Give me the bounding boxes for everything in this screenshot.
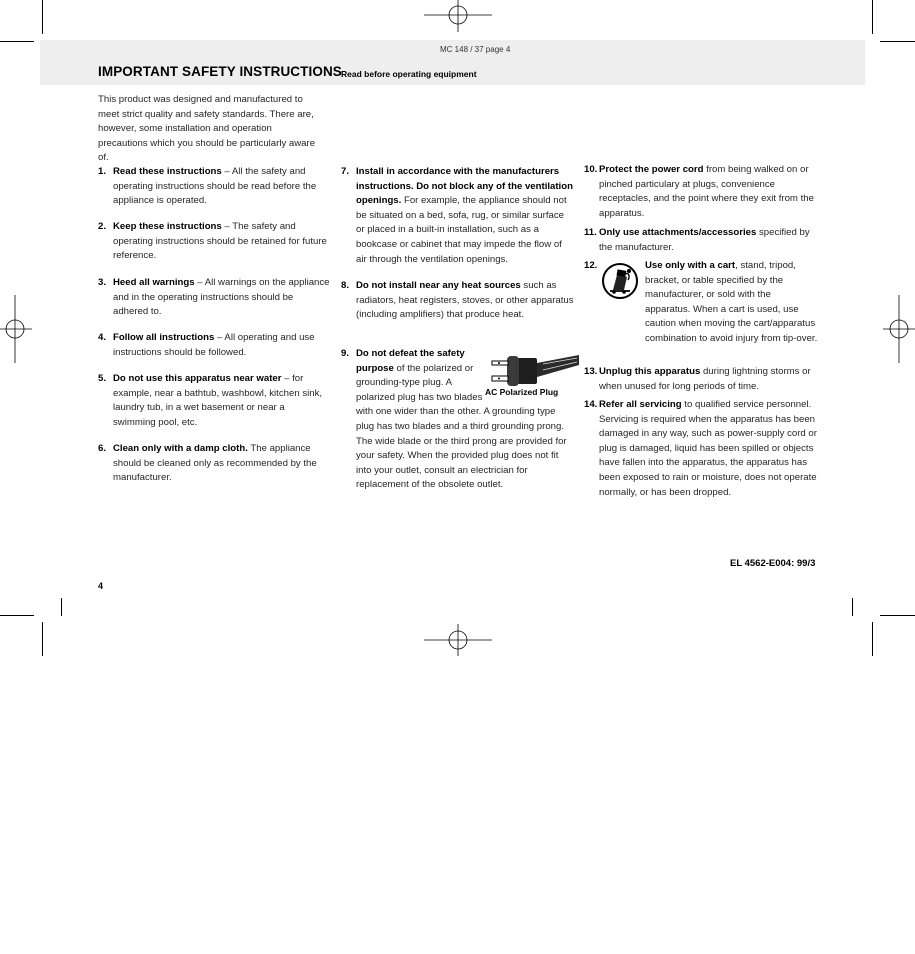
intro-paragraph: This product was designed and manufactured to meet strict quality and safety standards. There are, however, some installation and operation precautions which you should be particularly aware of. [98, 94, 316, 164]
plug-caption: AC Polarized Plug [485, 387, 559, 397]
crop-mark-bottom-right-v [872, 622, 873, 656]
item-lead: Follow all instructions [113, 332, 215, 343]
item-text: – All the safety and operating instructions should be read before the appliance is operated. [113, 166, 317, 207]
item-text: during lightning storms or when unused for long periods of time. [599, 366, 811, 392]
registration-mark-icon [424, 624, 492, 656]
item-number: 11. [584, 227, 597, 238]
list-item [584, 163, 818, 221]
cart-tip-over-warning-icon [602, 263, 638, 299]
crop-mark-top-right-v [872, 0, 873, 34]
crop-mark-top-left-v [42, 0, 43, 34]
item-lead: Read these instructions [113, 166, 222, 177]
item-number: 2. [98, 221, 107, 232]
item-lead: Heed all warnings [113, 277, 195, 288]
item-number: 12. [584, 260, 598, 271]
item-number: 14. [584, 399, 598, 410]
registration-mark-icon [883, 295, 915, 363]
item-lead: Install in accordance with the manufacturers instructions. Do not block any of the ventilation openings. [356, 166, 573, 207]
item-text: to qualified service personnel. Servicing is required when the apparatus has been damaged in any way, such as power-supply cord or plug is damaged, liquid has been spilled or objects have fallen into the apparatus, the apparatus has been exposed to rain or moisture, does not operate normally, or has been dropped. [599, 399, 817, 498]
list-item [584, 226, 818, 255]
list-item [584, 259, 818, 347]
list-item [341, 347, 575, 493]
item-number: 1. [98, 166, 107, 177]
item-text: For example, the appliance should not be situated on a bed, sofa, rug, or similar surface or placed in a built-in installation, such as a bookcase or cabinet that may impede the flow of air through the ventilation openings. [356, 195, 567, 265]
item-lead: Refer all servicing [599, 399, 682, 410]
crop-mark-bottom-right-inner [852, 598, 853, 616]
item-lead: Only use attachments/accessories [599, 227, 757, 238]
item-text: – All warnings on the appliance and in the operating instructions should be adhered to. [113, 277, 330, 318]
item-lead: Protect the power cord [599, 164, 704, 175]
item-number: 5. [98, 373, 107, 384]
page-title: IMPORTANT SAFETY INSTRUCTIONS [98, 64, 342, 79]
list-item [341, 165, 575, 267]
item-lead: Use only with a cart [645, 260, 736, 271]
page-slug: MC 148 / 37 page 4 [440, 45, 511, 54]
item-text: from being walked on or pinched particulary at plugs, convenience receptacles, and the point where they exit from the apparatus. [599, 164, 814, 219]
item-text: specified by the manufacturer. [599, 227, 810, 253]
page-subtitle: Read before operating equipment [341, 69, 477, 79]
list-item [584, 365, 818, 394]
crop-mark-bottom-left-h [0, 615, 34, 616]
registration-mark-icon [424, 0, 492, 32]
list-item [98, 165, 330, 209]
list-item [98, 442, 330, 486]
item-text: – All operating and use instructions should be followed. [113, 332, 315, 358]
item-text: of the polarized or grounding-type plug. A polarized plug has two blades with one wider than the other. A grounding type plug has two blades and a third grounding prong. The wide blade or the third prong are provided for your safety. When the provided plug does not fit into your outlet, consult an electrician for replacement of the obsolete outlet. [356, 362, 567, 491]
list-item [98, 331, 330, 360]
item-number: 8. [341, 280, 350, 291]
crop-mark-top-right-h [880, 41, 915, 42]
item-text: – for example, near a bathtub, washbowl, kitchen sink, laundry tub, in a wet basement or near a swimming pool, etc. [113, 373, 323, 428]
ac-polarized-plug-icon [491, 349, 579, 391]
item-lead: Unplug this apparatus [599, 366, 701, 377]
item-text: The appliance should be cleaned only as recommended by the manufacturer. [113, 443, 317, 484]
list-item [98, 372, 330, 430]
list-item [341, 279, 575, 323]
item-text: – The safety and operating instructions should be retained for future reference. [113, 221, 327, 262]
item-number: 3. [98, 277, 107, 288]
crop-mark-bottom-right-h [880, 615, 915, 616]
item-number: 10. [584, 164, 598, 175]
item-text: such as radiators, heat registers, stoves, or other apparatus (including amplifiers) that produce heat. [356, 280, 574, 321]
item-number: 4. [98, 332, 107, 343]
crop-mark-bottom-left-inner [61, 598, 62, 616]
list-item [584, 398, 818, 500]
registration-mark-icon [0, 295, 32, 363]
page-number: 4 [98, 581, 104, 591]
item-lead: Clean only with a damp cloth. [113, 443, 248, 454]
item-lead: Do not install near any heat sources [356, 280, 521, 291]
crop-mark-top-left-h [0, 41, 34, 42]
item-lead: Do not use this apparatus near water [113, 373, 282, 384]
item-lead: Keep these instructions [113, 221, 222, 232]
document-code: EL 4562-E004: 99/3 [730, 558, 816, 569]
item-lead: Do not defeat the safety purpose [356, 348, 465, 374]
item-text: , stand, tripod, bracket, or table specified by the manufacturer, or sold with the apparatus. When a cart is used, use caution when moving the cart/apparatus combination to avoid injury from tip-over. [645, 260, 818, 344]
item-number: 13. [584, 366, 598, 377]
item-number: 7. [341, 166, 350, 177]
item-number: 6. [98, 443, 107, 454]
list-item [98, 220, 330, 264]
list-item [98, 276, 330, 320]
crop-mark-bottom-left-v [42, 622, 43, 656]
item-number: 9. [341, 348, 350, 359]
